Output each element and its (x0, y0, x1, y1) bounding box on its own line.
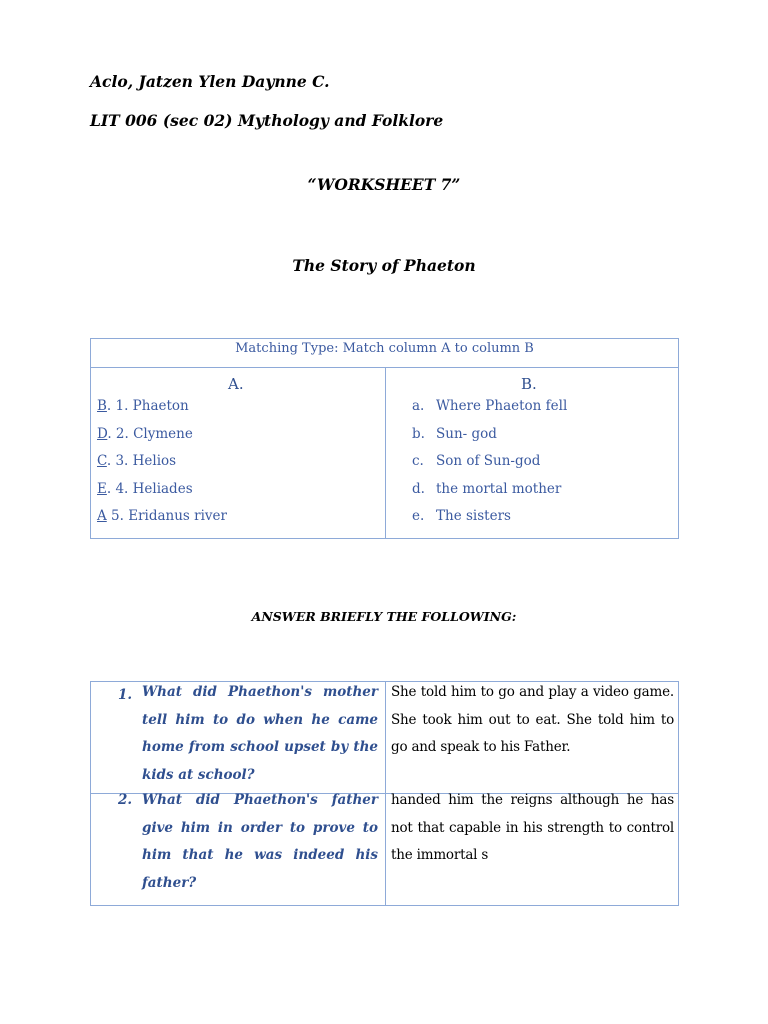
column-b-item (412, 398, 567, 414)
answer-table (90, 681, 679, 906)
option-text: Where Phaeton fell (436, 398, 568, 414)
column-b-item (412, 481, 561, 497)
option-text: Son of Sun-god (436, 453, 541, 469)
student-name: Aclo, Jatzen Ylen Daynne C. (90, 72, 330, 91)
column-b-item (412, 426, 497, 442)
item-text: . 2. Clymene (107, 426, 193, 442)
item-text: . 1. Phaeton (106, 398, 189, 414)
column-a-label: A. (228, 375, 244, 393)
question-text: What did Phaethon's father give him in order to prove to him that he was indeed his father? (142, 792, 378, 891)
item-text: 5. Eridanus river (106, 508, 227, 524)
answer-letter: C (97, 453, 107, 469)
column-b-label: B. (521, 375, 537, 393)
column-a-item (97, 508, 227, 524)
answer-letter: D (97, 426, 108, 442)
answer-section-heading: ANSWER BRIEFLY THE FOLLOWING: (251, 609, 517, 624)
answer-text: handed him the reigns although he has not that capable in his strength to control the immortal s (391, 792, 674, 863)
option-letter: d. (412, 481, 425, 497)
column-divider (385, 368, 386, 539)
column-a-item (97, 481, 193, 497)
option-letter: b. (412, 426, 425, 442)
option-text: Sun- god (436, 426, 497, 442)
matching-instruction: Matching Type: Match column A to column B (91, 339, 678, 368)
option-text: The sisters (436, 508, 511, 524)
question-text: What did Phaethon's mother tell him to do when he came home from school upset by the kids at school? (142, 684, 378, 783)
matching-table (90, 338, 679, 539)
worksheet-title: “WORKSHEET 7” (307, 175, 461, 194)
question-number: 1. (118, 687, 133, 703)
answer-text: She told him to go and play a video game. She took him out to eat. She told him to go and speak to his Father. (391, 684, 674, 755)
column-b-item (412, 453, 540, 469)
question-number: 2. (118, 792, 133, 808)
column-b-item (412, 508, 511, 524)
course-title: LIT 006 (sec 02) Mythology and Folklore (90, 111, 444, 130)
option-text: the mortal mother (436, 481, 562, 497)
column-a-item (97, 453, 176, 469)
item-text: . 4. Heliades (106, 481, 193, 497)
column-a-item (97, 398, 189, 414)
item-text: . 3. Helios (106, 453, 177, 469)
option-letter: e. (412, 508, 425, 524)
answer-letter: A (97, 508, 107, 524)
story-title: The Story of Phaeton (292, 256, 476, 275)
option-letter: c. (412, 453, 424, 469)
answer-letter: B (97, 398, 107, 414)
column-a-item (97, 426, 193, 442)
answer-letter: E (97, 481, 107, 497)
option-letter: a. (412, 398, 425, 414)
